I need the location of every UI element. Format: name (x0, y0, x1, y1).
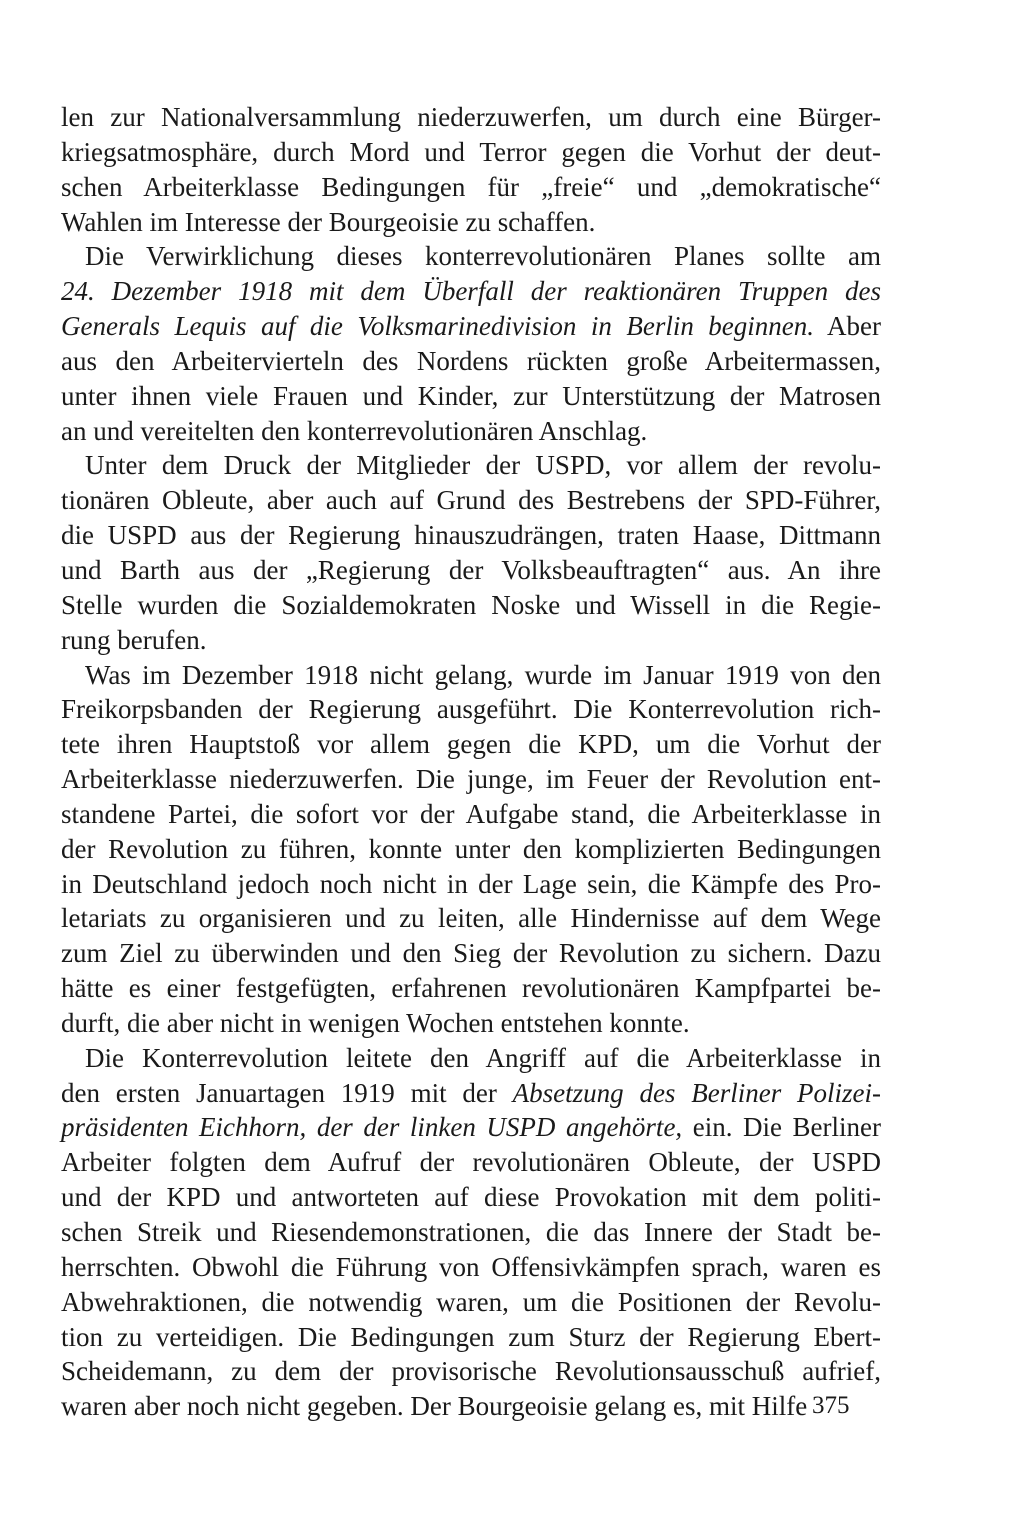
text-line (61, 762, 881, 797)
text-line (61, 1110, 881, 1145)
text-segment: Stelle wurden die Sozialdemokraten Noske und Wissell in die Regie- (61, 589, 881, 620)
text-line (61, 1320, 881, 1355)
text-line (61, 135, 881, 170)
italic-segment: präsidenten Eichhorn, der der linken USPD angehörte, (61, 1112, 683, 1143)
text-line (61, 414, 881, 449)
text-line (61, 448, 881, 483)
text-segment: in Deutschland jedoch noch nicht in der Lage sein, die Kämpfe des Pro- (61, 868, 881, 899)
text-segment: und Barth aus der „Regierung der Volksbeauftragten“ aus. An ihre (61, 554, 881, 585)
text-segment: Aber (814, 311, 881, 342)
italic-segment: Generals Lequis auf die Volksmarinedivision in Berlin beginnen. (61, 311, 815, 342)
text-line (61, 1354, 881, 1389)
text-line (61, 100, 881, 135)
text-segment: ein. Die Berliner (682, 1112, 881, 1143)
text-segment: zum Ziel zu überwinden und den Sieg der Revolution zu sichern. Dazu (61, 938, 881, 969)
text-line (61, 692, 881, 727)
text-line (61, 1006, 881, 1041)
text-line (61, 518, 881, 553)
text-segment: herrschten. Obwohl die Führung von Offensivkämpfen sprach, waren es (61, 1251, 881, 1282)
text-segment: Was im Dezember 1918 nicht gelang, wurde im Januar 1919 von den (85, 659, 881, 690)
text-segment: len zur Nationalversammlung niederzuwerfen, um durch eine Bürger- (61, 102, 881, 132)
text-line (61, 1076, 881, 1111)
text-line (61, 170, 881, 205)
text-line (61, 797, 881, 832)
text-line (61, 658, 881, 693)
text-segment: Unter dem Druck der Mitglieder der USPD, vor allem der revolu- (85, 450, 881, 481)
text-line (61, 832, 881, 867)
text-line (61, 1215, 881, 1250)
text-line (61, 901, 881, 936)
text-line (61, 1180, 881, 1215)
text-line (61, 553, 881, 588)
text-line (61, 727, 881, 762)
text-segment: Freikorpsbanden der Regierung ausgeführt. Die Konterrevolution rich- (61, 694, 881, 725)
text-line (61, 867, 881, 902)
text-segment: aus den Arbeitervierteln des Nordens rückten große Arbeitermassen, (61, 345, 881, 376)
text-segment: an und vereitelten den konterrevolutionären Anschlag. (61, 415, 648, 446)
text-segment: tionären Obleute, aber auch auf Grund des Bestrebens der SPD-Führer, (61, 485, 881, 516)
text-segment: schen Arbeiterklasse Bedingungen für „freie“ und „demokratische“ (61, 171, 881, 202)
text-segment: Abwehraktionen, die notwendig waren, um die Positionen der Revolu- (61, 1286, 881, 1317)
text-segment: unter ihnen viele Frauen und Kinder, zur Unterstützung der Matrosen (61, 380, 881, 411)
text-line (61, 936, 881, 971)
text-line (61, 379, 881, 414)
text-segment: Arbeiter folgten dem Aufruf der revolutionären Obleute, der USPD (61, 1147, 881, 1178)
text-segment: durft, die aber nicht in wenigen Wochen entstehen konnte. (61, 1007, 690, 1038)
page-number: 375 (812, 1392, 850, 1419)
italic-segment: Absetzung des Berliner Polizei- (512, 1077, 881, 1108)
text-segment: Scheidemann, zu dem der provisorische Revolutionsausschuß aufrief, (61, 1356, 881, 1387)
text-line (61, 483, 881, 518)
text-line (61, 1285, 881, 1320)
text-line (61, 239, 881, 274)
text-line (61, 1389, 881, 1424)
text-segment: der Revolution zu führen, konnte unter den komplizierten Bedingungen (61, 833, 881, 864)
text-line (61, 1041, 881, 1076)
text-segment: waren aber noch nicht gegeben. Der Bourgeoisie gelang es, mit Hilfe (61, 1391, 808, 1422)
text-line (61, 971, 881, 1006)
text-segment: kriegsatmosphäre, durch Mord und Terror gegen die Vorhut der deut- (61, 136, 881, 167)
text-line (61, 1145, 881, 1180)
text-segment: und der KPD und antworteten auf diese Provokation mit dem politi- (61, 1182, 881, 1213)
text-line (61, 623, 881, 658)
text-line (61, 344, 881, 379)
text-line (61, 309, 881, 344)
text-line (61, 274, 881, 309)
text-segment: Die Konterrevolution leitete den Angriff auf die Arbeiterklasse in (85, 1042, 881, 1073)
text-segment: hätte es einer festgefügten, erfahrenen revolutionären Kampfpartei be- (61, 973, 881, 1004)
text-line (61, 1250, 881, 1285)
text-segment: tion zu verteidigen. Die Bedingungen zum Sturz der Regierung Ebert- (61, 1321, 881, 1352)
text-segment: tete ihren Hauptstoß vor allem gegen die KPD, um die Vorhut der (61, 729, 881, 760)
text-segment: Die Verwirklichung dieses konterrevolutionären Planes sollte am (85, 241, 881, 272)
text-segment: die USPD aus der Regierung hinauszudrängen, traten Haase, Dittmann (61, 520, 881, 551)
text-line (61, 588, 881, 623)
text-segment: letariats zu organisieren und zu leiten, alle Hindernisse auf dem Wege (61, 903, 881, 934)
text-line (61, 205, 881, 240)
text-segment: schen Streik und Riesendemonstrationen, die das Innere der Stadt be- (61, 1217, 881, 1247)
text-segment: standene Partei, die sofort vor der Aufgabe stand, die Arbeiterklasse in (61, 798, 881, 829)
text-segment: Arbeiterklasse niederzuwerfen. Die junge, im Feuer der Revolution ent- (61, 764, 881, 795)
text-segment: Wahlen im Interesse der Bourgeoisie zu schaffen. (61, 206, 596, 237)
italic-segment: 24. Dezember 1918 mit dem Überfall der reaktionären Truppen des (61, 276, 881, 307)
text-segment: den ersten Januartagen 1919 mit der (61, 1077, 513, 1108)
page-body (61, 100, 881, 1424)
text-segment: rung berufen. (61, 624, 207, 655)
